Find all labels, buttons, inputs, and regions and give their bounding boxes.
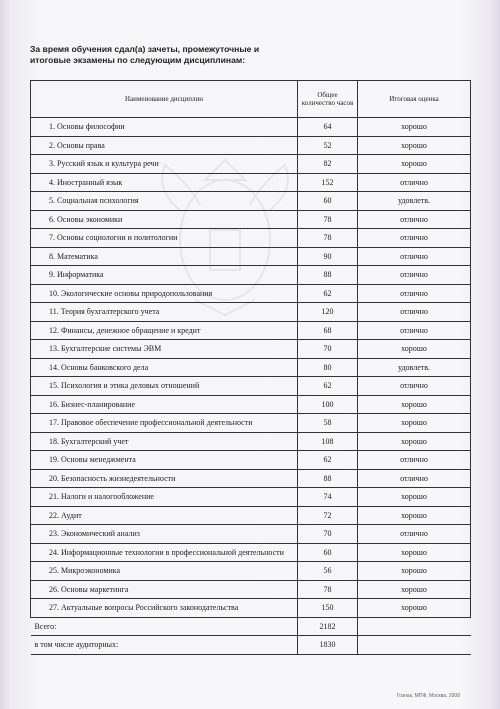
discipline-grade: отлично (358, 469, 471, 488)
discipline-hours: 82 (298, 155, 358, 174)
table-row (31, 136, 471, 155)
discipline-name: 15. Психология и этика деловых отношений (31, 377, 298, 396)
table-row (31, 118, 471, 137)
table-row (31, 506, 471, 525)
discipline-grade: хорошо (358, 155, 471, 174)
discipline-hours: 72 (298, 506, 358, 525)
discipline-grade: хорошо (358, 432, 471, 451)
discipline-hours: 70 (298, 525, 358, 544)
discipline-grade: удовлетв. (358, 358, 471, 377)
discipline-grade: удовлетв. (358, 192, 471, 211)
total-hours: 2182 (298, 617, 358, 636)
discipline-hours: 150 (298, 599, 358, 618)
discipline-grade: отлично (358, 247, 471, 266)
discipline-name: 19. Основы менеджмента (31, 451, 298, 470)
discipline-hours: 62 (298, 451, 358, 470)
discipline-hours: 88 (298, 266, 358, 285)
table-row (31, 469, 471, 488)
discipline-name: 12. Финансы, денежное обращение и кредит (31, 321, 298, 340)
discipline-name: 11. Теория бухгалтерского учета (31, 303, 298, 322)
discipline-hours: 100 (298, 395, 358, 414)
discipline-grade: хорошо (358, 599, 471, 618)
discipline-hours: 60 (298, 192, 358, 211)
auditory-label: в том числе аудиторных: (31, 636, 298, 655)
table-row (31, 321, 471, 340)
discipline-grade: отлично (358, 303, 471, 322)
header-grade: Итоговая оценка (358, 81, 471, 118)
discipline-grade: отлично (358, 377, 471, 396)
discipline-hours: 78 (298, 210, 358, 229)
discipline-hours: 88 (298, 469, 358, 488)
header-discipline: Наименование дисциплин (31, 81, 298, 118)
table-row (31, 266, 471, 285)
discipline-grade: отлично (358, 284, 471, 303)
printer-imprint: Гознак, МПФ, Москва, 2008 (396, 693, 460, 699)
discipline-hours: 78 (298, 580, 358, 599)
discipline-hours: 64 (298, 118, 358, 137)
table-row (31, 525, 471, 544)
table-row (31, 395, 471, 414)
table-row (31, 543, 471, 562)
discipline-grade: хорошо (358, 414, 471, 433)
discipline-name: 21. Налоги и налогообложение (31, 488, 298, 507)
discipline-name: 10. Экологические основы природопользования (31, 284, 298, 303)
intro-line-2: итоговые экзамены по следующим дисциплинам: (30, 55, 246, 65)
discipline-name: 27. Актуальные вопросы Российского законодательства (31, 599, 298, 618)
table-row (31, 562, 471, 581)
discipline-hours: 60 (298, 543, 358, 562)
auditory-empty (358, 636, 471, 655)
table-row (31, 229, 471, 248)
discipline-name: 16. Бизнес-планирование (31, 395, 298, 414)
table-row (31, 173, 471, 192)
header-hours: Общее количество часов (298, 81, 358, 118)
discipline-name: 9. Информатика (31, 266, 298, 285)
table-row (31, 192, 471, 211)
discipline-hours: 80 (298, 358, 358, 377)
auditory-hours: 1830 (298, 636, 358, 655)
discipline-name: 6. Основы экономики (31, 210, 298, 229)
discipline-hours: 120 (298, 303, 358, 322)
discipline-name: 7. Основы социологии и политологии (31, 229, 298, 248)
discipline-hours: 152 (298, 173, 358, 192)
discipline-name: 18. Бухгалтерский учет (31, 432, 298, 451)
intro-heading (30, 44, 330, 66)
table-row (31, 580, 471, 599)
discipline-name: 3. Русский язык и культура речи (31, 155, 298, 174)
table-row (31, 247, 471, 266)
discipline-grade: хорошо (358, 506, 471, 525)
discipline-name: 13. Бухгалтерские системы ЭВМ (31, 340, 298, 359)
discipline-name: 1. Основы философии (31, 118, 298, 137)
table-row (31, 284, 471, 303)
discipline-hours: 74 (298, 488, 358, 507)
discipline-grade: хорошо (358, 580, 471, 599)
discipline-hours: 78 (298, 229, 358, 248)
discipline-hours: 62 (298, 284, 358, 303)
discipline-grade: хорошо (358, 562, 471, 581)
discipline-grade: хорошо (358, 395, 471, 414)
total-empty (358, 617, 471, 636)
intro-line-1: За время обучения сдал(а) зачеты, промежуточные и (30, 44, 260, 54)
discipline-grade: отлично (358, 266, 471, 285)
discipline-grade: отлично (358, 451, 471, 470)
grades-table (30, 80, 471, 655)
discipline-name: 26. Основы маркетинга (31, 580, 298, 599)
discipline-name: 4. Иностранный язык (31, 173, 298, 192)
table-row (31, 155, 471, 174)
discipline-name: 14. Основы банковского дела (31, 358, 298, 377)
discipline-name: 5. Социальная психология (31, 192, 298, 211)
discipline-name: 2. Основы права (31, 136, 298, 155)
discipline-grade: отлично (358, 321, 471, 340)
discipline-grade: хорошо (358, 340, 471, 359)
table-row (31, 488, 471, 507)
discipline-hours: 90 (298, 247, 358, 266)
discipline-name: 17. Правовое обеспечение профессиональной деятельности (31, 414, 298, 433)
discipline-name: 25. Микроэкономика (31, 562, 298, 581)
discipline-name: 22. Аудит (31, 506, 298, 525)
discipline-grade: хорошо (358, 118, 471, 137)
total-row (31, 617, 471, 636)
auditory-row (31, 636, 471, 655)
discipline-grade: хорошо (358, 136, 471, 155)
discipline-hours: 108 (298, 432, 358, 451)
table-row (31, 358, 471, 377)
discipline-grade: хорошо (358, 543, 471, 562)
discipline-hours: 58 (298, 414, 358, 433)
discipline-grade: отлично (358, 210, 471, 229)
discipline-hours: 68 (298, 321, 358, 340)
table-row (31, 340, 471, 359)
table-row (31, 377, 471, 396)
discipline-hours: 52 (298, 136, 358, 155)
discipline-name: 8. Математика (31, 247, 298, 266)
discipline-hours: 56 (298, 562, 358, 581)
discipline-hours: 62 (298, 377, 358, 396)
discipline-grade: отлично (358, 525, 471, 544)
discipline-grade: хорошо (358, 488, 471, 507)
table-header-row (31, 81, 471, 118)
table-row (31, 210, 471, 229)
table-row (31, 303, 471, 322)
table-row (31, 432, 471, 451)
discipline-name: 20. Безопасность жизнедеятельности (31, 469, 298, 488)
discipline-name: 24. Информационные технологии в профессиональной деятельности (31, 543, 298, 562)
discipline-grade: отлично (358, 173, 471, 192)
discipline-hours: 70 (298, 340, 358, 359)
table-row (31, 599, 471, 618)
discipline-name: 23. Экономический анализ (31, 525, 298, 544)
table-row (31, 414, 471, 433)
discipline-grade: отлично (358, 229, 471, 248)
total-label: Всего: (31, 617, 298, 636)
table-row (31, 451, 471, 470)
